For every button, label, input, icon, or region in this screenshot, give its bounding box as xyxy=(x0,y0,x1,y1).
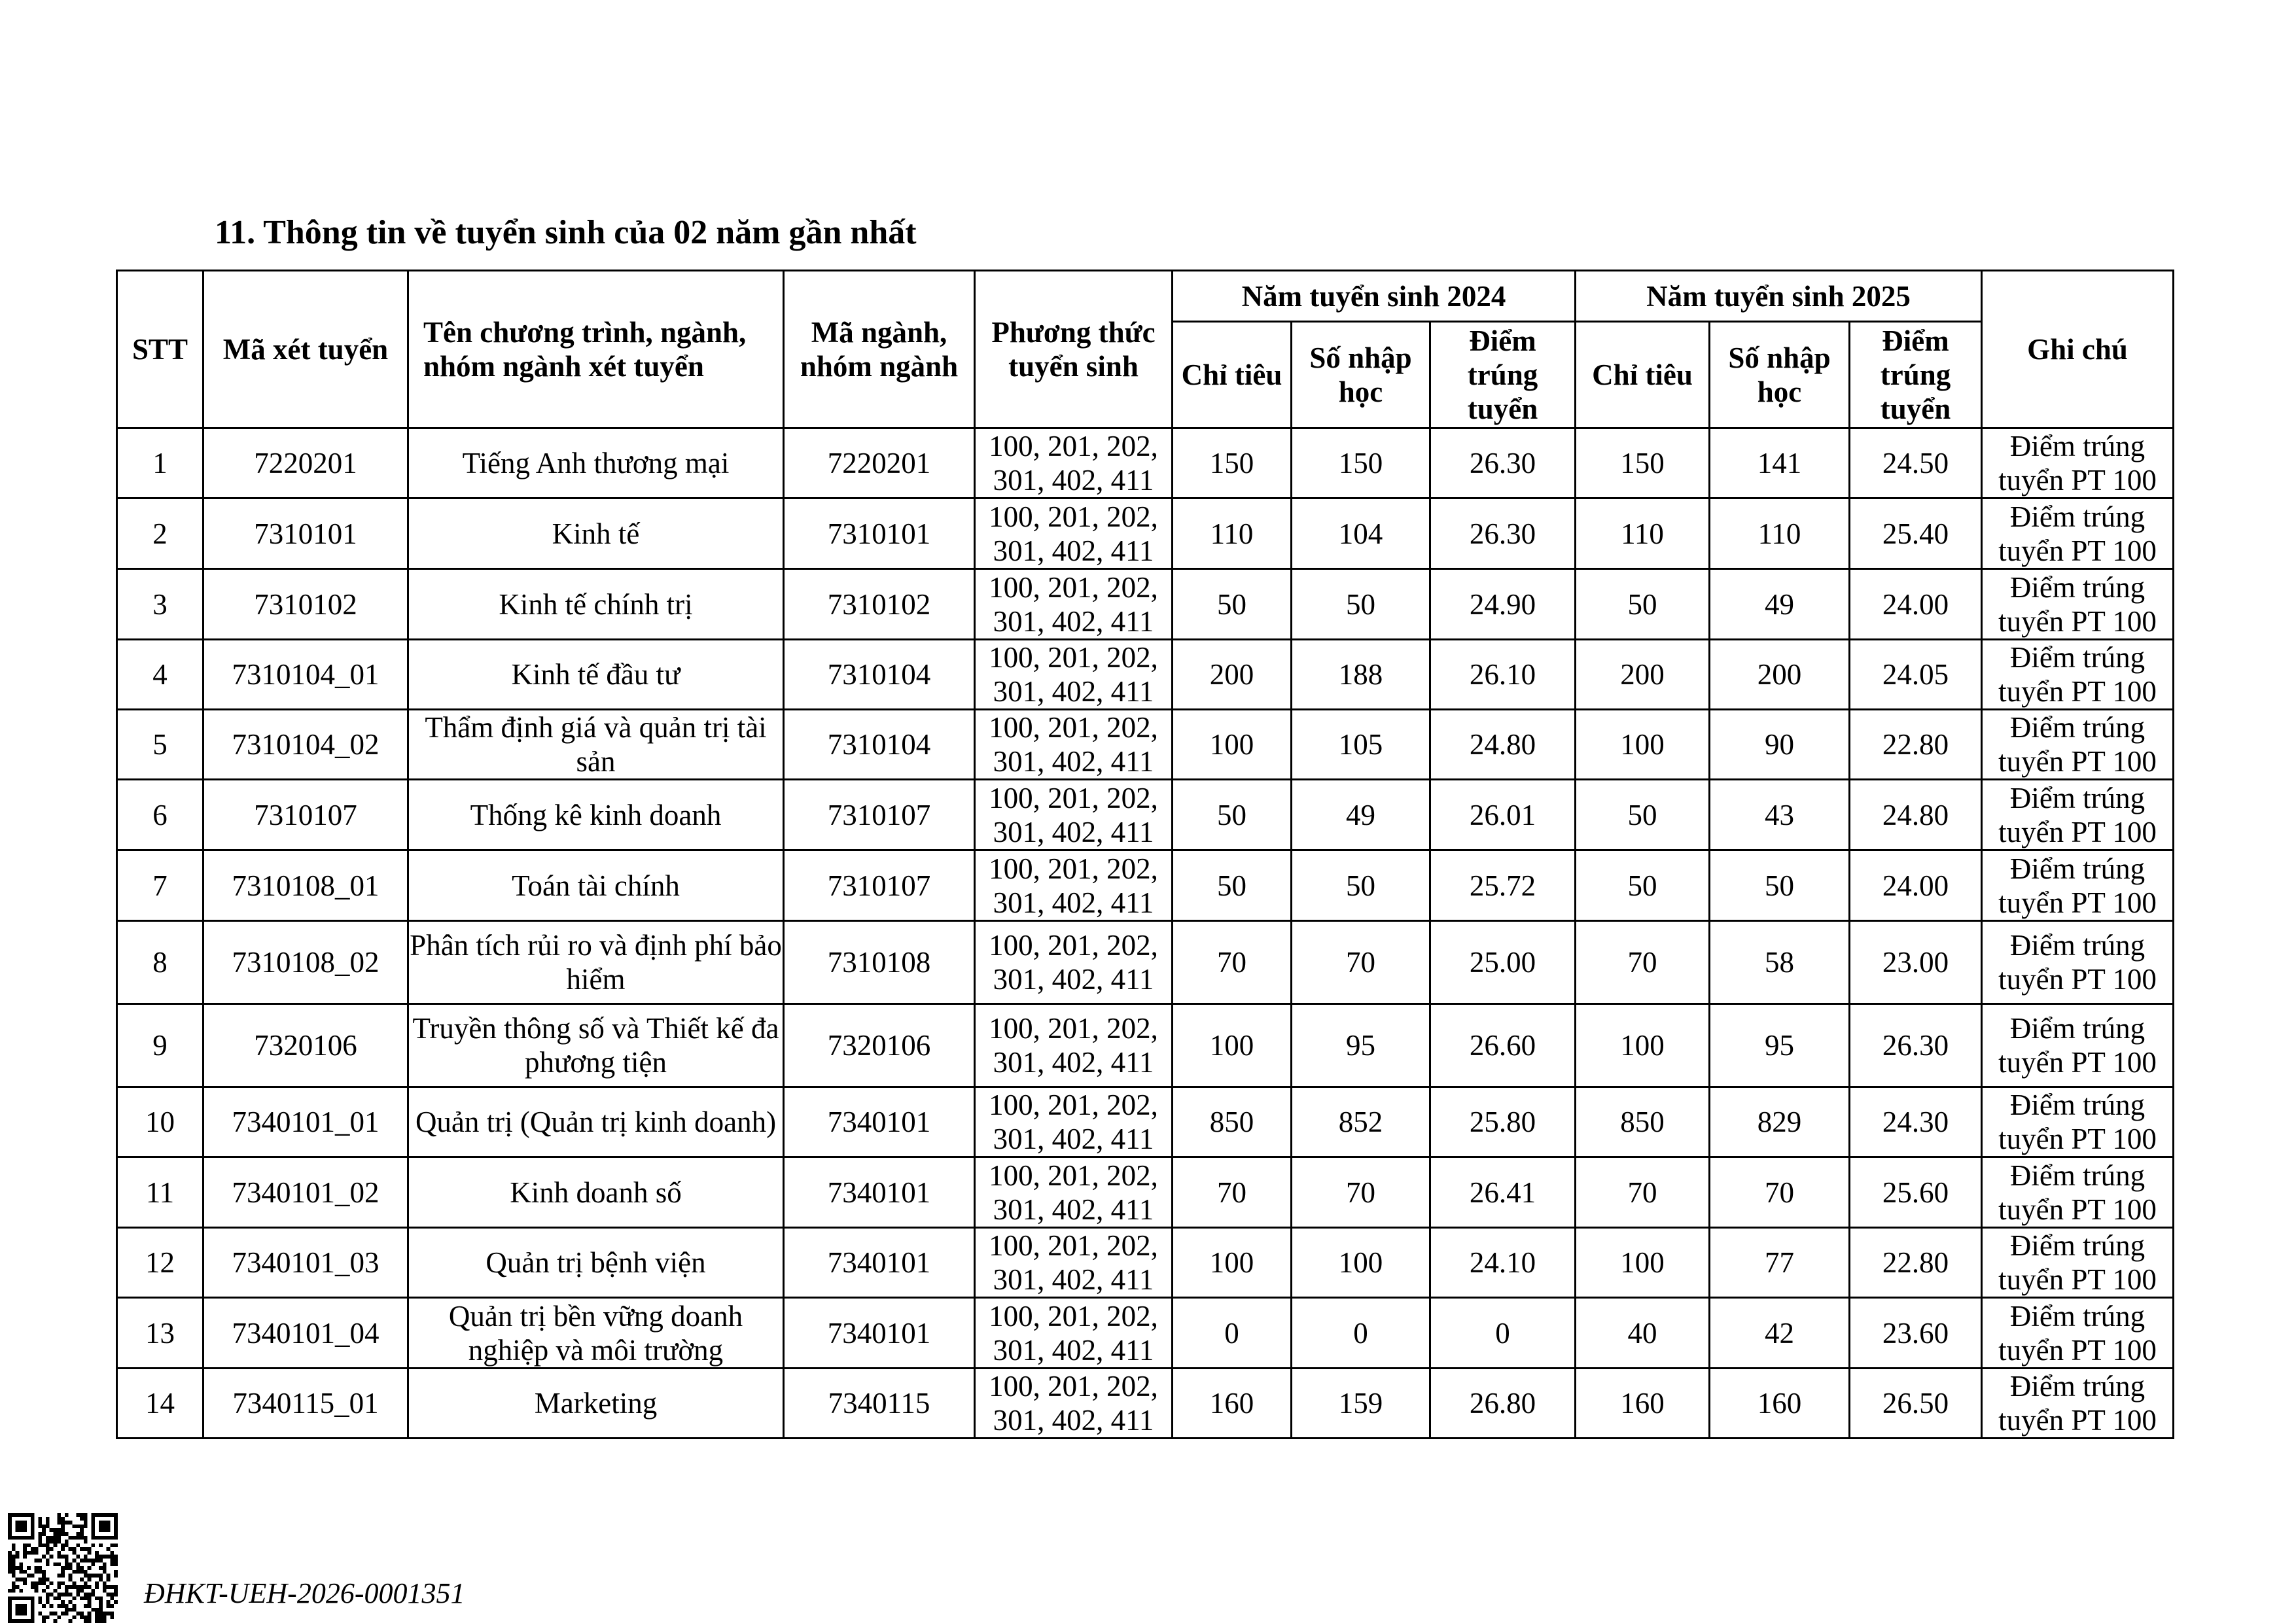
row-quota-2024: 200 xyxy=(1173,640,1292,710)
row-major-code: 7340101 xyxy=(784,1087,975,1157)
row-note: Điểm trúng tuyển PT 100 xyxy=(1982,1369,2174,1439)
row-enrolled-2025: 50 xyxy=(1710,850,1850,921)
row-method: 100, 201, 202, 301, 402, 411 xyxy=(975,921,1173,1004)
row-program-name: Kinh tế đầu tư xyxy=(408,640,784,710)
row-quota-2024: 100 xyxy=(1173,1228,1292,1298)
row-enrolled-2024: 159 xyxy=(1292,1369,1430,1439)
row-program-name: Kinh tế xyxy=(408,498,784,569)
table-row xyxy=(117,921,2174,1004)
header-method: Phương thức tuyển sinh xyxy=(975,271,1173,428)
row-quota-2024: 850 xyxy=(1173,1087,1292,1157)
row-admission-code: 7310107 xyxy=(203,780,408,850)
row-score-2025: 23.60 xyxy=(1850,1298,1982,1369)
row-quota-2024: 100 xyxy=(1173,710,1292,780)
table-row xyxy=(117,428,2174,498)
row-score-2025: 22.80 xyxy=(1850,710,1982,780)
row-major-code: 7320106 xyxy=(784,1004,975,1087)
row-method: 100, 201, 202, 301, 402, 411 xyxy=(975,780,1173,850)
row-major-code: 7340115 xyxy=(784,1369,975,1439)
row-enrolled-2024: 150 xyxy=(1292,428,1430,498)
row-admission-code: 7320106 xyxy=(203,1004,408,1087)
row-admission-code: 7220201 xyxy=(203,428,408,498)
row-score-2025: 24.30 xyxy=(1850,1087,1982,1157)
table-row xyxy=(117,1004,2174,1087)
row-admission-code: 7310101 xyxy=(203,498,408,569)
row-enrolled-2024: 70 xyxy=(1292,921,1430,1004)
row-major-code: 7340101 xyxy=(784,1298,975,1369)
row-admission-code: 7340101_04 xyxy=(203,1298,408,1369)
table-row xyxy=(117,710,2174,780)
row-quota-2025: 150 xyxy=(1576,428,1710,498)
row-stt: 3 xyxy=(117,569,203,640)
row-enrolled-2025: 200 xyxy=(1710,640,1850,710)
table-row xyxy=(117,1228,2174,1298)
header-quota-2025: Chỉ tiêu xyxy=(1576,322,1710,428)
row-method: 100, 201, 202, 301, 402, 411 xyxy=(975,1087,1173,1157)
row-quota-2025: 70 xyxy=(1576,921,1710,1004)
row-program-name: Quản trị bền vững doanh nghiệp và môi trường xyxy=(408,1298,784,1369)
row-note: Điểm trúng tuyển PT 100 xyxy=(1982,1004,2174,1087)
row-enrolled-2025: 70 xyxy=(1710,1157,1850,1228)
row-quota-2024: 50 xyxy=(1173,569,1292,640)
header-enrolled-2025: Số nhập học xyxy=(1710,322,1850,428)
row-score-2024: 25.72 xyxy=(1430,850,1576,921)
row-score-2024: 26.30 xyxy=(1430,428,1576,498)
row-score-2024: 0 xyxy=(1430,1298,1576,1369)
row-enrolled-2024: 100 xyxy=(1292,1228,1430,1298)
row-stt: 10 xyxy=(117,1087,203,1157)
header-program-name: Tên chương trình, ngành, nhóm ngành xét tuyển xyxy=(408,271,784,428)
row-method: 100, 201, 202, 301, 402, 411 xyxy=(975,1004,1173,1087)
table-row xyxy=(117,1087,2174,1157)
table-row xyxy=(117,850,2174,921)
row-admission-code: 7340101_02 xyxy=(203,1157,408,1228)
row-quota-2025: 160 xyxy=(1576,1369,1710,1439)
row-major-code: 7310104 xyxy=(784,640,975,710)
table-row xyxy=(117,640,2174,710)
header-stt: STT xyxy=(117,271,203,428)
row-enrolled-2024: 852 xyxy=(1292,1087,1430,1157)
row-quota-2024: 110 xyxy=(1173,498,1292,569)
section-title: 11. Thông tin về tuyển sinh của 02 năm gần nhất xyxy=(215,214,917,251)
header-score-2024: Điểm trúng tuyển xyxy=(1430,322,1576,428)
row-quota-2024: 150 xyxy=(1173,428,1292,498)
row-major-code: 7310107 xyxy=(784,850,975,921)
table-row xyxy=(117,569,2174,640)
row-note: Điểm trúng tuyển PT 100 xyxy=(1982,498,2174,569)
row-score-2025: 26.50 xyxy=(1850,1369,1982,1439)
row-score-2025: 24.80 xyxy=(1850,780,1982,850)
row-score-2025: 26.30 xyxy=(1850,1004,1982,1087)
row-score-2024: 26.30 xyxy=(1430,498,1576,569)
row-program-name: Marketing xyxy=(408,1369,784,1439)
row-quota-2024: 100 xyxy=(1173,1004,1292,1087)
row-enrolled-2025: 829 xyxy=(1710,1087,1850,1157)
table-header xyxy=(117,271,2174,428)
header-score-2025: Điểm trúng tuyển xyxy=(1850,322,1982,428)
table-body xyxy=(117,428,2174,1439)
header-admission-code: Mã xét tuyển xyxy=(203,271,408,428)
row-quota-2024: 160 xyxy=(1173,1369,1292,1439)
row-major-code: 7310108 xyxy=(784,921,975,1004)
table-row xyxy=(117,498,2174,569)
row-note: Điểm trúng tuyển PT 100 xyxy=(1982,1298,2174,1369)
row-score-2025: 24.05 xyxy=(1850,640,1982,710)
row-program-name: Thống kê kinh doanh xyxy=(408,780,784,850)
row-quota-2024: 70 xyxy=(1173,921,1292,1004)
row-quota-2025: 50 xyxy=(1576,780,1710,850)
row-major-code: 7310101 xyxy=(784,498,975,569)
row-admission-code: 7310104_02 xyxy=(203,710,408,780)
row-score-2025: 24.00 xyxy=(1850,569,1982,640)
row-stt: 4 xyxy=(117,640,203,710)
row-enrolled-2025: 43 xyxy=(1710,780,1850,850)
row-enrolled-2025: 110 xyxy=(1710,498,1850,569)
row-major-code: 7310102 xyxy=(784,569,975,640)
row-score-2024: 24.80 xyxy=(1430,710,1576,780)
row-method: 100, 201, 202, 301, 402, 411 xyxy=(975,428,1173,498)
row-note: Điểm trúng tuyển PT 100 xyxy=(1982,640,2174,710)
row-program-name: Kinh tế chính trị xyxy=(408,569,784,640)
header-year-2024: Năm tuyển sinh 2024 xyxy=(1173,271,1576,322)
row-enrolled-2024: 95 xyxy=(1292,1004,1430,1087)
row-program-name: Kinh doanh số xyxy=(408,1157,784,1228)
row-quota-2025: 70 xyxy=(1576,1157,1710,1228)
row-enrolled-2024: 0 xyxy=(1292,1298,1430,1369)
row-quota-2024: 70 xyxy=(1173,1157,1292,1228)
row-score-2025: 22.80 xyxy=(1850,1228,1982,1298)
row-quota-2025: 100 xyxy=(1576,1004,1710,1087)
row-score-2024: 25.80 xyxy=(1430,1087,1576,1157)
header-enrolled-2024: Số nhập học xyxy=(1292,322,1430,428)
row-enrolled-2024: 70 xyxy=(1292,1157,1430,1228)
row-note: Điểm trúng tuyển PT 100 xyxy=(1982,921,2174,1004)
row-stt: 14 xyxy=(117,1369,203,1439)
row-stt: 7 xyxy=(117,850,203,921)
row-score-2024: 26.80 xyxy=(1430,1369,1576,1439)
row-enrolled-2024: 188 xyxy=(1292,640,1430,710)
row-program-name: Quản trị bệnh viện xyxy=(408,1228,784,1298)
row-quota-2025: 100 xyxy=(1576,710,1710,780)
row-enrolled-2025: 77 xyxy=(1710,1228,1850,1298)
header-quota-2024: Chỉ tiêu xyxy=(1173,322,1292,428)
row-program-name: Phân tích rủi ro và định phí bảo hiểm xyxy=(408,921,784,1004)
row-stt: 8 xyxy=(117,921,203,1004)
row-score-2024: 26.01 xyxy=(1430,780,1576,850)
row-enrolled-2025: 49 xyxy=(1710,569,1850,640)
row-program-name: Thẩm định giá và quản trị tài sản xyxy=(408,710,784,780)
row-stt: 6 xyxy=(117,780,203,850)
row-major-code: 7340101 xyxy=(784,1157,975,1228)
row-note: Điểm trúng tuyển PT 100 xyxy=(1982,1228,2174,1298)
header-year-2025: Năm tuyển sinh 2025 xyxy=(1576,271,1982,322)
row-quota-2024: 50 xyxy=(1173,780,1292,850)
header-note: Ghi chú xyxy=(1982,271,2174,428)
row-admission-code: 7310108_01 xyxy=(203,850,408,921)
row-enrolled-2025: 141 xyxy=(1710,428,1850,498)
row-method: 100, 201, 202, 301, 402, 411 xyxy=(975,569,1173,640)
row-enrolled-2024: 105 xyxy=(1292,710,1430,780)
row-score-2025: 24.00 xyxy=(1850,850,1982,921)
row-score-2024: 25.00 xyxy=(1430,921,1576,1004)
row-enrolled-2024: 50 xyxy=(1292,569,1430,640)
row-enrolled-2024: 50 xyxy=(1292,850,1430,921)
row-major-code: 7310104 xyxy=(784,710,975,780)
row-admission-code: 7310102 xyxy=(203,569,408,640)
row-enrolled-2025: 95 xyxy=(1710,1004,1850,1087)
row-quota-2025: 100 xyxy=(1576,1228,1710,1298)
row-major-code: 7310107 xyxy=(784,780,975,850)
row-quota-2024: 0 xyxy=(1173,1298,1292,1369)
row-admission-code: 7340101_03 xyxy=(203,1228,408,1298)
row-admission-code: 7340101_01 xyxy=(203,1087,408,1157)
row-enrolled-2024: 104 xyxy=(1292,498,1430,569)
row-enrolled-2025: 90 xyxy=(1710,710,1850,780)
row-quota-2024: 50 xyxy=(1173,850,1292,921)
row-program-name: Truyền thông số và Thiết kế đa phương tiện xyxy=(408,1004,784,1087)
row-score-2024: 26.60 xyxy=(1430,1004,1576,1087)
row-note: Điểm trúng tuyển PT 100 xyxy=(1982,428,2174,498)
row-program-name: Toán tài chính xyxy=(408,850,784,921)
row-score-2025: 25.60 xyxy=(1850,1157,1982,1228)
row-stt: 1 xyxy=(117,428,203,498)
document-id: ĐHKT-UEH-2026-0001351 xyxy=(144,1577,465,1609)
row-major-code: 7340101 xyxy=(784,1228,975,1298)
row-stt: 12 xyxy=(117,1228,203,1298)
row-score-2024: 26.10 xyxy=(1430,640,1576,710)
row-quota-2025: 40 xyxy=(1576,1298,1710,1369)
row-stt: 9 xyxy=(117,1004,203,1087)
row-method: 100, 201, 202, 301, 402, 411 xyxy=(975,1298,1173,1369)
row-program-name: Quản trị (Quản trị kinh doanh) xyxy=(408,1087,784,1157)
row-enrolled-2025: 42 xyxy=(1710,1298,1850,1369)
row-score-2024: 24.10 xyxy=(1430,1228,1576,1298)
row-admission-code: 7310108_02 xyxy=(203,921,408,1004)
row-stt: 11 xyxy=(117,1157,203,1228)
row-quota-2025: 850 xyxy=(1576,1087,1710,1157)
row-method: 100, 201, 202, 301, 402, 411 xyxy=(975,710,1173,780)
row-note: Điểm trúng tuyển PT 100 xyxy=(1982,1157,2174,1228)
header-major-code: Mã ngành, nhóm ngành xyxy=(784,271,975,428)
row-method: 100, 201, 202, 301, 402, 411 xyxy=(975,1228,1173,1298)
table-row xyxy=(117,1157,2174,1228)
row-stt: 5 xyxy=(117,710,203,780)
row-note: Điểm trúng tuyển PT 100 xyxy=(1982,780,2174,850)
row-enrolled-2024: 49 xyxy=(1292,780,1430,850)
row-method: 100, 201, 202, 301, 402, 411 xyxy=(975,498,1173,569)
table-row xyxy=(117,780,2174,850)
row-score-2025: 25.40 xyxy=(1850,498,1982,569)
admission-table xyxy=(116,270,2174,1439)
row-method: 100, 201, 202, 301, 402, 411 xyxy=(975,1157,1173,1228)
row-stt: 13 xyxy=(117,1298,203,1369)
row-method: 100, 201, 202, 301, 402, 411 xyxy=(975,640,1173,710)
row-quota-2025: 110 xyxy=(1576,498,1710,569)
row-note: Điểm trúng tuyển PT 100 xyxy=(1982,710,2174,780)
row-admission-code: 7340115_01 xyxy=(203,1369,408,1439)
row-note: Điểm trúng tuyển PT 100 xyxy=(1982,1087,2174,1157)
table-row xyxy=(117,1298,2174,1369)
table-row xyxy=(117,1369,2174,1439)
row-enrolled-2025: 58 xyxy=(1710,921,1850,1004)
row-enrolled-2025: 160 xyxy=(1710,1369,1850,1439)
row-score-2025: 23.00 xyxy=(1850,921,1982,1004)
row-stt: 2 xyxy=(117,498,203,569)
row-method: 100, 201, 202, 301, 402, 411 xyxy=(975,850,1173,921)
row-note: Điểm trúng tuyển PT 100 xyxy=(1982,569,2174,640)
row-admission-code: 7310104_01 xyxy=(203,640,408,710)
row-note: Điểm trúng tuyển PT 100 xyxy=(1982,850,2174,921)
row-score-2025: 24.50 xyxy=(1850,428,1982,498)
qr-code-icon xyxy=(8,1513,118,1623)
row-quota-2025: 50 xyxy=(1576,569,1710,640)
row-quota-2025: 200 xyxy=(1576,640,1710,710)
row-score-2024: 26.41 xyxy=(1430,1157,1576,1228)
row-score-2024: 24.90 xyxy=(1430,569,1576,640)
row-method: 100, 201, 202, 301, 402, 411 xyxy=(975,1369,1173,1439)
row-program-name: Tiếng Anh thương mại xyxy=(408,428,784,498)
row-quota-2025: 50 xyxy=(1576,850,1710,921)
row-major-code: 7220201 xyxy=(784,428,975,498)
